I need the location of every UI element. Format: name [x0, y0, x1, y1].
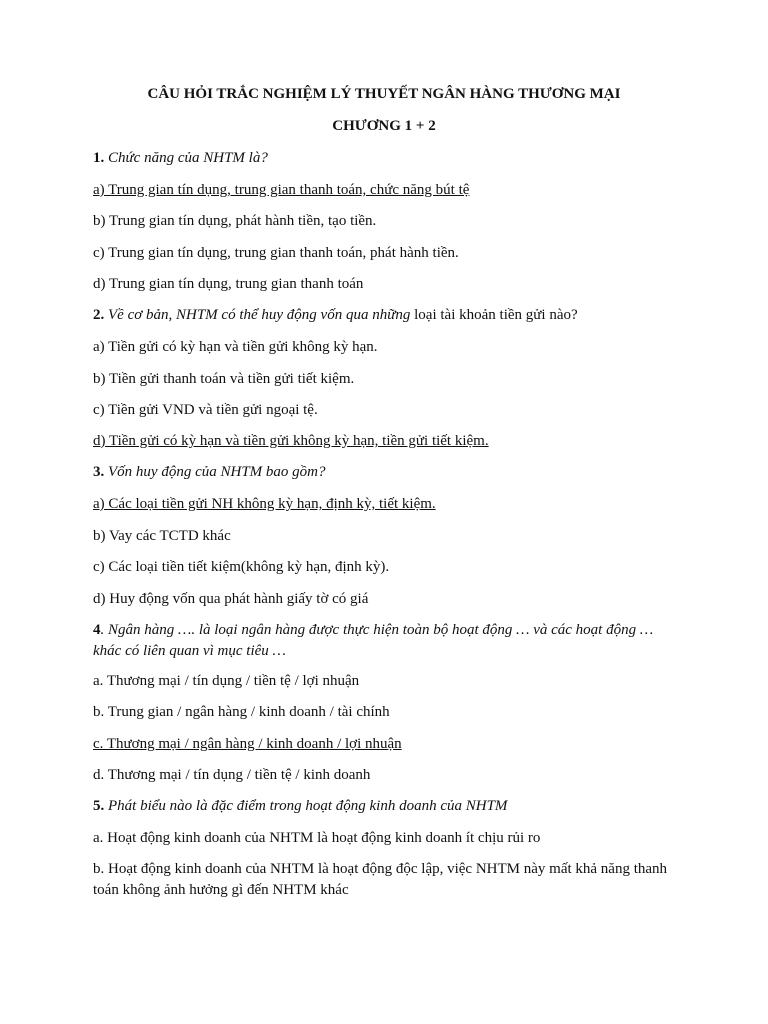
q2-answer-d: d) Tiền gửi có kỳ hạn và tiền gửi không kỳ hạn, tiền gửi tiết kiệm. — [93, 433, 489, 449]
question-number: 3. — [93, 464, 105, 480]
document-title: CÂU HỎI TRẮC NGHIỆM LÝ THUYẾT NGÂN HÀNG THƯƠNG MẠI — [147, 86, 621, 102]
question-text: Vốn huy động của NHTM bao gồm? — [108, 464, 326, 480]
q1-answer-a: a) Trung gian tín dụng, trung gian thanh toán, chức năng bút tệ — [93, 182, 470, 198]
q1-answer-d: d) Trung gian tín dụng, trung gian thanh toán — [93, 276, 364, 292]
question-3 — [93, 462, 683, 483]
question-text: Phát biểu nào là đặc điểm trong hoạt động kinh doanh của NHTM — [108, 798, 508, 814]
q2-answer-c: c) Tiền gửi VND và tiền gửi ngoại tệ. — [93, 402, 318, 418]
q3-answer-c: c) Các loại tiền tiết kiệm(không kỳ hạn, định kỳ). — [93, 559, 390, 575]
q5-answer-a: a. Hoạt động kinh doanh của NHTM là hoạt động kinh doanh ít chịu rủi ro — [93, 830, 541, 846]
q4-answer-a: a. Thương mại / tín dụng / tiền tệ / lợi nhuận — [93, 673, 360, 689]
question-5 — [93, 796, 683, 817]
chapter-heading: CHƯƠNG 1 + 2 — [332, 118, 436, 134]
question-1 — [93, 148, 683, 169]
question-text: Về cơ bản, NHTM có thể huy động vốn qua những — [108, 307, 411, 323]
q1-answer-b: b) Trung gian tín dụng, phát hành tiền, tạo tiền. — [93, 213, 377, 229]
question-text-tail: loại tài khoản tiền gửi nào? — [410, 307, 578, 323]
question-number: 5. — [93, 798, 105, 814]
q4-answer-b: b. Trung gian / ngân hàng / kinh doanh / tài chính — [93, 704, 390, 720]
q2-answer-a: a) Tiền gửi có kỳ hạn và tiền gửi không kỳ hạn. — [93, 339, 378, 355]
q4-answer-c: c. Thương mại / ngân hàng / kinh doanh / lợi nhuận — [93, 736, 402, 752]
question-2 — [93, 305, 683, 326]
question-number: 1. — [93, 150, 105, 166]
q1-answer-c: c) Trung gian tín dụng, trung gian thanh toán, phát hành tiền. — [93, 245, 459, 261]
q2-answer-b: b) Tiền gửi thanh toán và tiền gửi tiết kiệm. — [93, 371, 355, 387]
question-number: 4 — [93, 622, 101, 638]
q4-answer-d: d. Thương mại / tín dụng / tiền tệ / kinh doanh — [93, 767, 371, 783]
question-text: Chức năng của NHTM là? — [108, 150, 268, 166]
q3-answer-a: a) Các loại tiền gửi NH không kỳ hạn, định kỳ, tiết kiệm. — [93, 496, 436, 512]
q3-answer-d: d) Huy động vốn qua phát hành giấy tờ có giá — [93, 591, 369, 607]
question-text: . Ngân hàng …. là loại ngân hàng được thực hiện toàn bộ hoạt động … và các hoạt động … khác có liên quan vì mục tiêu … — [93, 622, 654, 659]
question-4 — [93, 620, 683, 662]
question-number: 2. — [93, 307, 105, 323]
q5-answer-b: b. Hoạt động kinh doanh của NHTM là hoạt động độc lập, việc NHTM này mất khả năng thanh toán không ảnh hưởng gì đến NHTM khác — [93, 861, 668, 898]
q3-answer-b: b) Vay các TCTD khác — [93, 528, 231, 544]
